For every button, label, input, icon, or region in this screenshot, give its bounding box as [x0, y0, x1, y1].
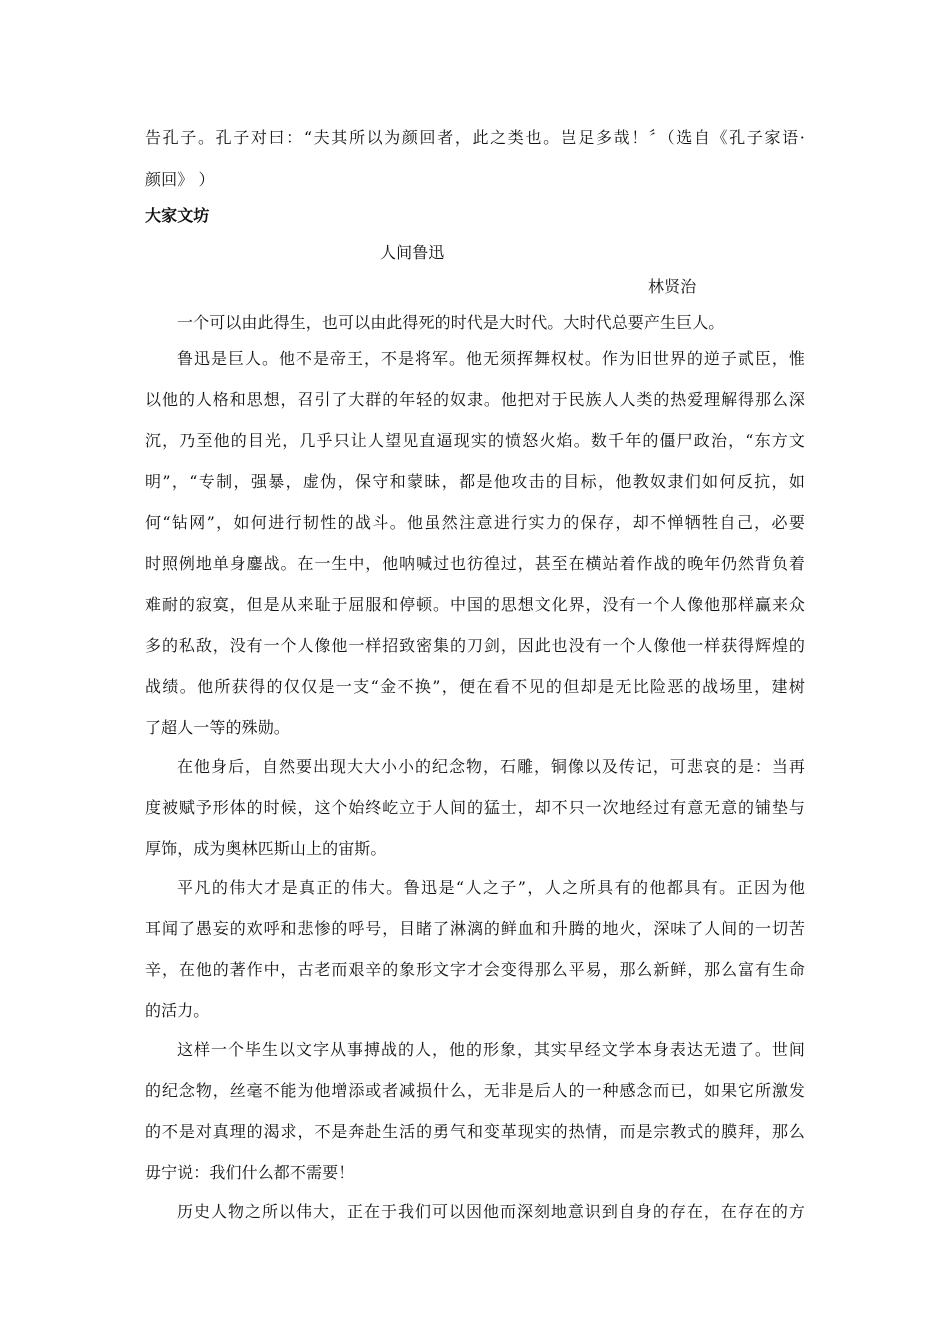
paragraph-6-line-1: 历史人物之所以伟大，正在于我们可以因他而深刻地意识到自身的存在，在存在的方 — [177, 1202, 805, 1221]
paragraph-3-line-1: 在他身后，自然要出现大大小小的纪念物，石雕，铜像以及传记，可悲哀的是：当再 — [177, 757, 805, 776]
article-author: 林贤治 — [648, 277, 697, 296]
paragraph-2-line-1: 鲁迅是巨人。他不是帝王，不是将军。他无须挥舞权杖。作为旧世界的逆子贰臣，惟 — [177, 349, 805, 368]
paragraph-2-line-4: 明”，“专制，强暴，虚伪，保守和蒙昧，都是他攻击的目标，他教奴隶们如何反抗，如 — [145, 472, 805, 491]
paragraph-2-line-5: 何“钻网”，如何进行韧性的战斗。他虽然注意进行实力的保存，却不惮牺牲自己，必要 — [145, 513, 805, 532]
paragraph-4-line-2: 耳闻了愚妄的欢呼和悲惨的呼号，目睹了淋漓的鲜血和升腾的地火，深味了人间的一切苦 — [145, 919, 805, 938]
paragraph-3-line-3: 厚饰，成为奥林匹斯山上的宙斯。 — [145, 839, 387, 858]
paragraph-4-line-1: 平凡的伟大才是真正的伟大。鲁迅是“人之子”，人之所具有的他都具有。正因为他 — [177, 878, 805, 897]
paragraph-2-line-2: 以他的人格和思想，召引了大群的年轻的奴隶。他把对于民族人人类的热爱理解得那么深 — [145, 390, 805, 409]
paragraph-3-line-2: 度被赋予形体的时候，这个始终屹立于人间的猛士，却不只一次地经过有意无意的铺垫与 — [145, 798, 805, 817]
paragraph-2-line-9: 战绩。他所获得的仅仅是一支“金不换”，便在看不见的但却是无比险恶的战场里，建树 — [145, 677, 805, 696]
paragraph-5-line-3: 的不是对真理的渴求，不是奔赴生活的勇气和变革现实的热情，而是宗教式的膜拜，那么 — [145, 1122, 805, 1141]
paragraph-5-line-1: 这样一个毕生以文字从事搏战的人，他的形象，其实早经文学本身表达无遗了。世间 — [177, 1040, 805, 1059]
paragraph-2-line-6: 时照例地单身鏖战。在一生中，他呐喊过也彷徨过，甚至在横站着作战的晚年仍然背负着 — [145, 554, 805, 573]
article-title: 人间鲁迅 — [380, 243, 445, 262]
paragraph-2-line-3: 沉，乃至他的目光，几乎只让人望见直逼现实的愤怒火焰。数千年的僵尸政治，“东方文 — [145, 431, 805, 450]
paragraph-5-line-4: 毋宁说：我们什么都不需要！ — [145, 1163, 355, 1182]
paragraph-5-line-2: 的纪念物，丝毫不能为他增添或者减损什么，无非是后人的一种感念而已，如果它所激发 — [145, 1081, 805, 1100]
paragraph-4-line-4: 的活力。 — [145, 1001, 210, 1020]
paragraph-2-line-10: 了超人一等的殊勋。 — [145, 718, 290, 737]
intro-quote-line-1: 告孔子。孔子对曰：“夫其所以为颜回者，此之类也。岂足多哉！〞（选自《孔子家语· — [145, 128, 805, 147]
paragraph-2-line-8: 多的私敌，没有一个人像他一样招致密集的刀剑，因此也没有一个人像他一样获得辉煌的 — [145, 636, 805, 655]
paragraph-1-line-1: 一个可以由此得生，也可以由此得死的时代是大时代。大时代总要产生巨人。 — [177, 313, 725, 332]
intro-quote-line-2: 颜回》 ） — [145, 170, 215, 189]
paragraph-2-line-7: 难耐的寂寞，但是从来耻于屈服和停顿。中国的思想文化界，没有一个人像他那样赢来众 — [145, 595, 805, 614]
section-title: 大家文坊 — [145, 206, 210, 225]
paragraph-4-line-3: 辛，在他的著作中，古老而艰辛的象形文字才会变得那么平易，那么新鲜，那么富有生命 — [145, 960, 805, 979]
